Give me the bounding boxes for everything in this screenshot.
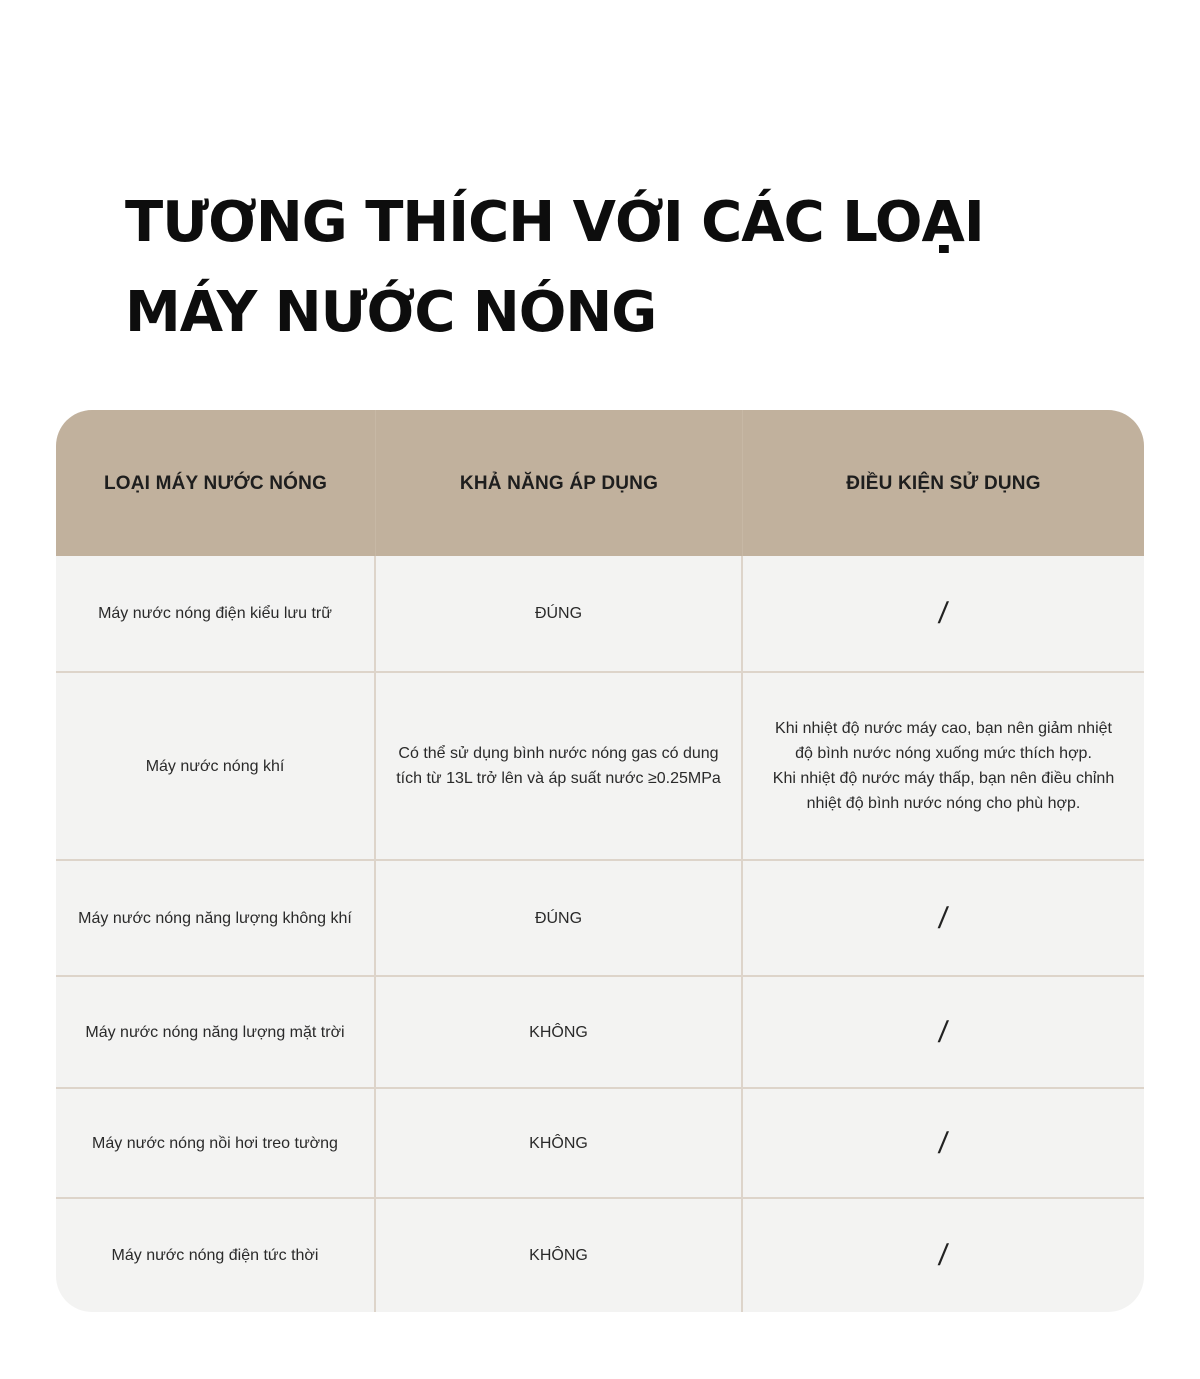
cell-applicability	[376, 1089, 743, 1199]
applicability-text: ĐÚNG	[534, 909, 583, 927]
cell-heater-type: Máy nước nóng điện tức thời	[56, 1199, 376, 1312]
not-applicable-slash: /	[937, 901, 950, 935]
cell-conditions	[743, 556, 1144, 673]
header-conditions: ĐIỀU KIỆN SỬ DỤNG	[743, 410, 1144, 556]
cell-conditions	[743, 1199, 1144, 1312]
cell-heater-type: Máy nước nóng điện kiểu lưu trữ	[56, 556, 376, 673]
cell-applicability	[376, 556, 743, 673]
conditions-text: nhiệt độ bình nước nóng cho phù hợp.	[806, 795, 1081, 812]
page-title-line-2: MÁY NƯỚC NÓNG	[125, 280, 657, 345]
not-applicable-slash: /	[937, 1015, 950, 1049]
cell-applicability	[376, 673, 743, 861]
conditions-text: độ bình nước nóng xuống mức thích hợp.	[795, 745, 1092, 762]
cell-heater-type: Máy nước nóng năng lượng không khí	[56, 861, 376, 977]
conditions-text: Khi nhiệt độ nước máy cao, bạn nên giảm nhiệt	[775, 720, 1112, 737]
page-title	[125, 178, 1105, 358]
compatibility-table-grid	[56, 410, 1144, 1312]
cell-heater-type: Máy nước nóng nồi hơi treo tường	[56, 1089, 376, 1199]
cell-conditions	[743, 861, 1144, 977]
applicability-text: Có thể sử dụng bình nước nóng gas có dung	[398, 745, 719, 762]
applicability-text: KHÔNG	[529, 1134, 588, 1152]
not-applicable-slash: /	[937, 1126, 950, 1160]
cell-applicability	[376, 977, 743, 1089]
conditions-text: Khi nhiệt độ nước máy thấp, bạn nên điều chỉnh	[772, 770, 1115, 787]
compatibility-table	[56, 410, 1144, 1312]
applicability-text: ĐÚNG	[534, 605, 583, 622]
applicability-text: tích từ 13L trở lên và áp suất nước ≥0.25MPa	[396, 770, 721, 787]
cell-conditions	[743, 673, 1144, 861]
not-applicable-slash: /	[937, 597, 950, 630]
applicability-text: KHÔNG	[529, 1247, 588, 1264]
cell-heater-type: Máy nước nóng năng lượng mặt trời	[56, 977, 376, 1089]
header-applicability: KHẢ NĂNG ÁP DỤNG	[376, 410, 743, 556]
cell-heater-type: Máy nước nóng khí	[56, 673, 376, 861]
applicability-text: KHÔNG	[529, 1023, 588, 1041]
cell-applicability	[376, 1199, 743, 1312]
cell-applicability	[376, 861, 743, 977]
not-applicable-slash: /	[937, 1239, 950, 1272]
page-title-line-1: TƯƠNG THÍCH VỚI CÁC LOẠI	[125, 190, 984, 255]
cell-conditions	[743, 977, 1144, 1089]
header-heater-type: LOẠI MÁY NƯỚC NÓNG	[56, 410, 376, 556]
cell-conditions	[743, 1089, 1144, 1199]
